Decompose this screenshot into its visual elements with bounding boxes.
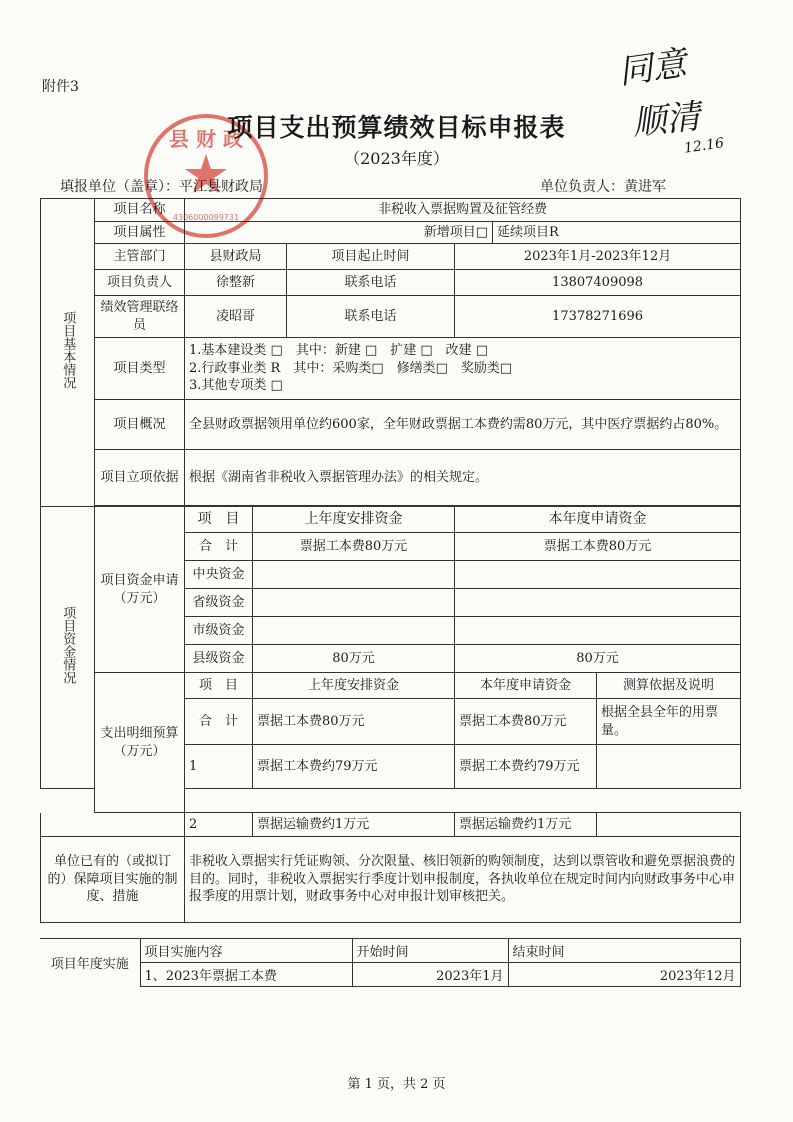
filing-unit-label: 填报单位（盖章）： [60,179,179,195]
unit-responsible-value: 黄进军 [624,179,666,195]
detail-col-this: 本年度申请资金 [455,673,597,699]
funds-row-last: 80万元 [253,645,455,673]
project-name-label: 项目名称 [95,199,185,222]
section-basic-info: 项目基本情况 [41,199,95,507]
lead-label: 项目负责人 [95,270,185,296]
detail-col-basis: 测算依据及说明 [597,673,741,699]
project-type-line1: 1.基本建设类 □ 其中：新建 □ 扩建 □ 改建 □ [189,343,489,359]
budget-form-table [40,198,741,923]
project-type-line2: 2.行政事业类 R 其中：采购类□ 修缮类□ 奖励类□ [189,360,513,376]
page-title: 项目支出预算绩效目标申报表 [227,113,566,142]
basis-label: 项目立项依据 [95,450,185,506]
detail-row-basis [597,813,741,837]
perf-phone-value: 17378271696 [455,296,741,338]
project-attr-label: 项目属性 [95,221,185,244]
handwritten-date: 12.16 [683,135,726,157]
funds-row-label: 市级资金 [185,617,253,645]
detail-row-this: 票据工本费80万元 [455,699,597,745]
detail-row-item: 合 计 [185,699,253,745]
overview-value: 全县财政票据领用单位约600家，全年财政票据工本费约需80万元，其中医疗票据约占80%。 [185,400,741,450]
detail-row-last: 票据工本费约79万元 [253,745,455,789]
funds-row-this: 票据工本费80万元 [455,533,741,561]
detail-row-this: 票据工本费约79万元 [455,745,597,789]
attachment-label: 附件3 [42,79,79,95]
funds-row-label: 合 计 [185,533,253,561]
system-label: 单位已有的（或拟订的）保障项目实施的制度、措施 [41,837,185,923]
unit-responsible-label: 单位负责人： [540,179,624,195]
detail-row-last: 票据运输费约1万元 [253,813,455,837]
funds-row-last: 票据工本费80万元 [253,533,455,561]
annual-col-end: 结束时间 [508,939,740,963]
project-name-value: 非税收入票据购置及征管经费 [185,199,741,222]
handwritten-approval: 同意 [616,43,689,93]
overview-label: 项目概况 [95,400,185,450]
period-value: 2023年1月-2023年12月 [455,244,741,270]
funds-row-this [455,561,741,589]
funds-row-label: 县级资金 [185,645,253,673]
project-attr-continued: 延续项目R [493,221,741,244]
funds-row-label: 中央资金 [185,561,253,589]
detail-row-last: 票据工本费80万元 [253,699,455,745]
funds-row-label: 省级资金 [185,589,253,617]
funds-row-last [253,589,455,617]
perf-phone-label: 联系电话 [287,296,455,338]
funds-col-last: 上年度安排资金 [253,507,455,533]
svg-text:县 财 政: 县 财 政 [169,127,243,151]
project-type-line3: 3.其他专项类 □ [189,378,283,394]
funds-row-last [253,561,455,589]
filing-unit [60,176,263,196]
dept-value: 县财政局 [185,244,287,270]
detail-col-item: 项 目 [185,673,253,699]
annual-label: 项目年度实施 [40,939,140,987]
funds-row-this [455,617,741,645]
lead-phone-value: 13807409098 [455,270,741,296]
detail-row-this: 票据运输费约1万元 [455,813,597,837]
detail-row-basis: 根据全县全年的用票量。 [597,699,741,745]
handwritten-signature: 顺清 [630,96,703,144]
funds-row-this: 80万元 [455,645,741,673]
perf-contact-value: 凌昭哥 [185,296,287,338]
detail-budget-label: 支出明细预算（万元） [95,673,185,813]
annual-row-content: 1、2023年票据工本费 [140,963,352,987]
funds-col-item: 项 目 [185,507,253,533]
section-funds: 项目资金情况 [41,507,95,789]
lead-phone-label: 联系电话 [287,270,455,296]
svg-text:4306000099731: 4306000099731 [172,213,240,222]
period-label: 项目起止时间 [287,244,455,270]
perf-contact-label: 绩效管理联络员 [95,296,185,338]
system-value: 非税收入票据实行凭证购领、分次限量、核旧领新的购领制度，达到以票管收和避免票据浪费的目的。同时，非税收入票据实行季度计划申报制度，各执收单位在规定时间内向财政事务中心申报季度的用票计划，财政事务中心对申报计划审核把关。 [185,837,741,923]
detail-row-item: 1 [185,745,253,789]
funds-col-this: 本年度申请资金 [455,507,741,533]
basis-value: 根据《湖南省非税收入票据管理办法》的相关规定。 [185,450,741,506]
project-attr-new: 新增项目□ [185,221,493,244]
funds-apply-label: 项目资金申请（万元） [95,507,185,673]
page-year: （2023年度） [344,149,449,168]
annual-col-start: 开始时间 [352,939,508,963]
annual-row-end: 2023年12月 [508,963,740,987]
detail-row-basis [597,745,741,789]
unit-responsible [540,176,666,196]
project-type-label: 项目类型 [95,338,185,400]
filing-unit-value: 平江县财政局 [179,179,263,195]
detail-row-item: 2 [185,813,253,837]
annual-row-start: 2023年1月 [352,963,508,987]
page-number: 第 1 页，共 2 页 [347,1077,446,1092]
annual-col-content: 项目实施内容 [140,939,352,963]
detail-col-last: 上年度安排资金 [253,673,455,699]
dept-label: 主管部门 [95,244,185,270]
annual-implementation-table [40,938,741,987]
funds-row-this [455,589,741,617]
lead-value: 徐整新 [185,270,287,296]
funds-row-last [253,617,455,645]
project-type-options [185,338,741,400]
